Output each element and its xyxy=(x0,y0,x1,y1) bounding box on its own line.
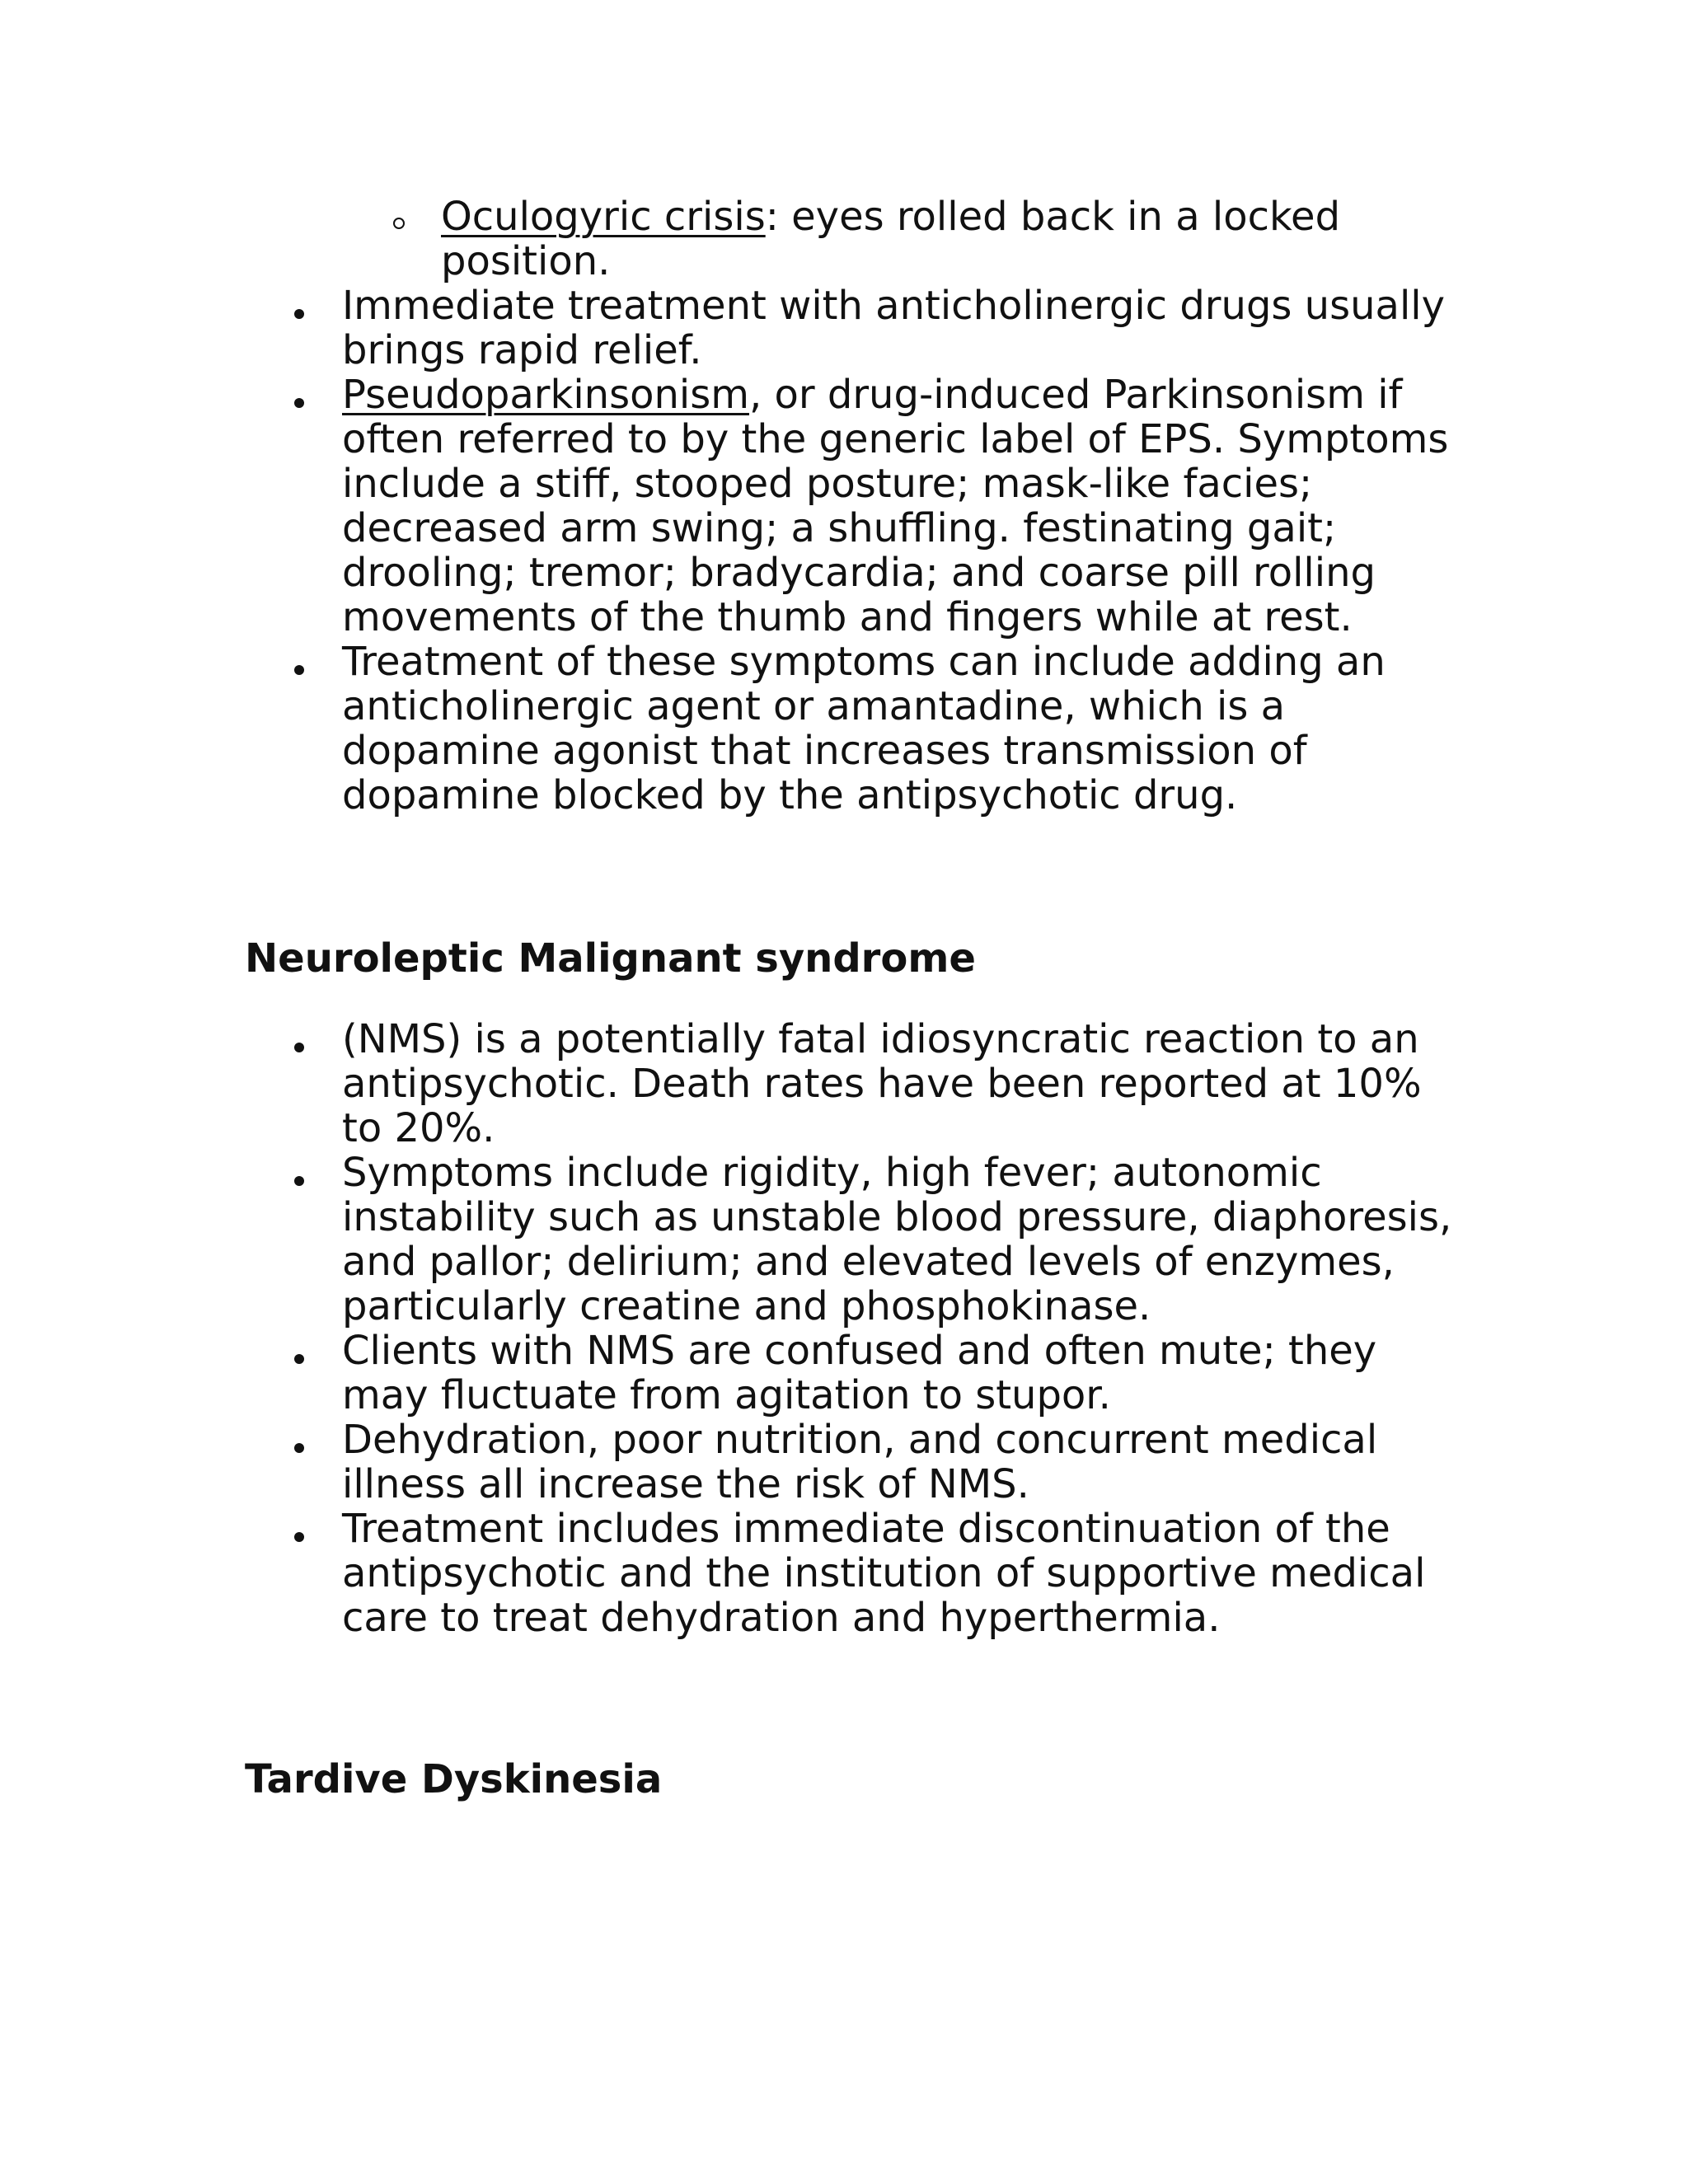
section-heading-tardive-dyskinesia: Tardive Dyskinesia xyxy=(245,1756,663,1802)
text-line: position. xyxy=(441,238,611,284)
list-item-text: dopamine agonist that increases transmission of xyxy=(342,728,1307,774)
list-item-text: Symptoms include rigidity, high fever; autonomic xyxy=(342,1150,1322,1196)
list-item-text: movements of the thumb and fingers while at rest. xyxy=(342,594,1353,640)
list-item-text: dopamine blocked by the antipsychotic drug. xyxy=(342,772,1238,818)
list-item-text: often referred to by the generic label of EPS. Symptoms xyxy=(342,416,1449,462)
list-item-text: include a stiff, stooped posture; mask-like facies; xyxy=(342,461,1313,507)
list-item-text: antipsychotic and the institution of supportive medical xyxy=(342,1550,1426,1596)
list-item-text: may fluctuate from agitation to stupor. xyxy=(342,1372,1111,1418)
list-item-text: Dehydration, poor nutrition, and concurrent medical xyxy=(342,1417,1378,1463)
section-heading-nms: Neuroleptic Malignant syndrome xyxy=(245,935,976,982)
list-item-text: Treatment includes immediate discontinuation of the xyxy=(342,1506,1390,1552)
list-item-text: to 20%. xyxy=(342,1105,495,1151)
sub-list-item-oculogyric xyxy=(441,194,1340,239)
list-item-text: (NMS) is a potentially fatal idiosyncratic reaction to an xyxy=(342,1016,1419,1062)
list-item-text: Treatment of these symptoms can include adding an xyxy=(342,639,1386,685)
list-item-text: antipsychotic. Death rates have been reported at 10% xyxy=(342,1061,1422,1107)
list-item-text: brings rapid relief. xyxy=(342,327,702,373)
list-item-text: instability such as unstable blood pressure, diaphoresis, xyxy=(342,1194,1452,1240)
list-item-text: and pallor; delirium; and elevated levels of enzymes, xyxy=(342,1239,1395,1285)
text: , or drug-induced Parkinsonism if xyxy=(748,372,1403,418)
list-item-text: Immediate treatment with anticholinergic drugs usually xyxy=(342,283,1446,329)
bullet-icon xyxy=(294,1354,304,1364)
hollow-bullet-icon xyxy=(393,218,405,229)
bullet-icon xyxy=(294,309,304,319)
list-item-text: decreased arm swing; a shuffling. festinating gait; xyxy=(342,505,1337,551)
list-item-text: particularly creatine and phosphokinase. xyxy=(342,1283,1151,1329)
bullet-icon xyxy=(294,1043,304,1052)
term-oculogyric-crisis: Oculogyric crisis xyxy=(441,194,766,240)
list-item-text: anticholinergic agent or amantadine, which is a xyxy=(342,683,1286,729)
list-item-text: drooling; tremor; bradycardia; and coarse pill rolling xyxy=(342,550,1376,596)
bullet-icon xyxy=(294,665,304,675)
list-item-text: Clients with NMS are confused and often mute; they xyxy=(342,1328,1377,1374)
bullet-icon xyxy=(294,1532,304,1542)
list-item-text: illness all increase the risk of NMS. xyxy=(342,1461,1029,1507)
list-item-text: care to treat dehydration and hyperthermia. xyxy=(342,1595,1221,1641)
bullet-icon xyxy=(294,1176,304,1186)
bullet-icon xyxy=(294,398,304,408)
bullet-icon xyxy=(294,1443,304,1453)
term-pseudoparkinsonism: Pseudoparkinsonism xyxy=(342,372,749,418)
text: : eyes rolled back in a locked xyxy=(765,194,1341,240)
list-item-pseudoparkinsonism xyxy=(342,373,1402,417)
